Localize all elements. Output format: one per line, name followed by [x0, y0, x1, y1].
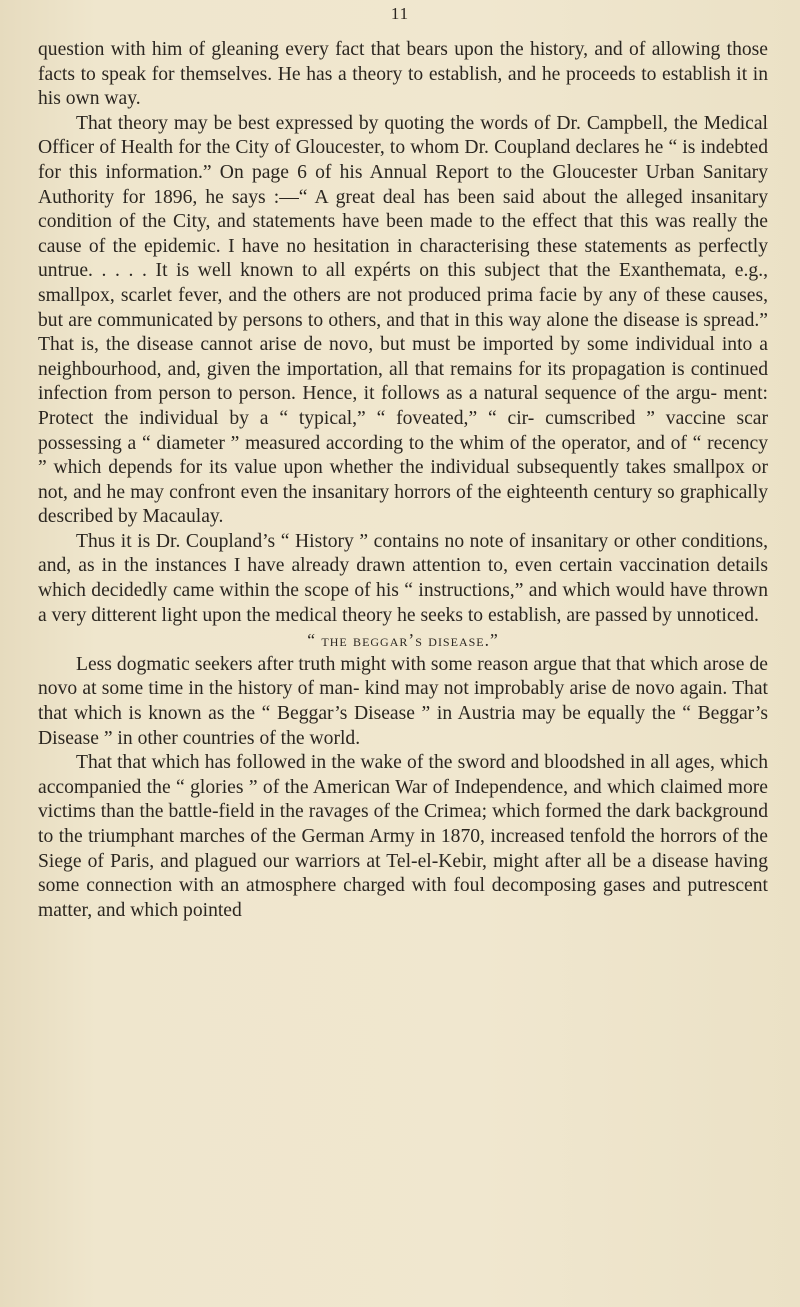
paragraph-3: Thus it is Dr. Coupland’s “ History ” contains no note of insanitary or other conditions, and, as in the instances I have already drawn attention to, even certain vaccination details which decidedly came within the scope of his “ instructions,” and which would have thrown a very ditterent light upon the medical theory he seeks to establish, are passed by unnoticed. — [38, 530, 768, 626]
paragraph-4: Less dogmatic seekers after truth might with some reason argue that that which arose de novo at some time in the history of man- kind may not improbably arise de novo again. That that which is known as the “ Beggar’s Disease ” in Austria may be equally the “ Beggar’s Disease ” in other countries of the world. — [38, 653, 768, 749]
paragraph-1: question with him of gleaning every fact that bears upon the history, and of allowing those facts to speak for themselves. He has a theory to establish, and he proceeds to establish it in his own way. — [38, 39, 768, 110]
paragraph-2: That theory may be best expressed by quoting the words of Dr. Campbell, the Medical Officer of Health for the City of Gloucester, to whom Dr. Coupland declares he “ is indebted for this information.” On page 6 of his Annual Report to the Gloucester Urban Sanitary Authority for 1896, he says :—“ A great deal has been said about the alleged insanitary condition of the City, and statements have been made to the effect that this was really the cause of the epidemic. I have no hesitation in characterising these statements as perfectly untrue. . . . . It is well known to all expérts on this subject that the Exanthemata, e.g., smallpox, scarlet fever, and the others are not produced prima facie by any of these causes, but are communicated by persons to others, and that in this way alone the disease is spread.” That is, the disease cannot arise de novo, but must be imported by some individual into a neighbourhood, and, given the importation, all that remains for its propagation is continued infection from person to person. Hence, it follows as a natural sequence of the argu- ment: Protect the individual by a “ typical,” “ foveated,” “ cir- cumscribed ” vaccine scar possessing a “ diameter ” measured according to the whim of the operator, and of “ recency ” which depends for its value upon whether the individual subsequently takes smallpox or not, and he may confront even the insanitary horrors of the eighteenth century so graphically described by Macaulay. — [38, 112, 768, 528]
section-heading: “ the beggar’s disease.” — [307, 630, 499, 651]
paragraph-5: That that which has followed in the wake of the sword and bloodshed in all ages, which accompanied the “ glories ” of the American War of Independence, and which claimed more victims than the battle-field in the ravages of the Crimea; which formed the dark background to the triumphant marches of the German Army in 1870, increased tenfold the horrors of the Siege of Paris, and plagued our warriors at Tel-el-Kebir, might after all be a disease having some connection with an atmosphere charged with foul decomposing gases and putrescent matter, and which pointed — [38, 752, 768, 921]
page-number: 11 — [390, 4, 410, 23]
body-text — [38, 38, 768, 923]
